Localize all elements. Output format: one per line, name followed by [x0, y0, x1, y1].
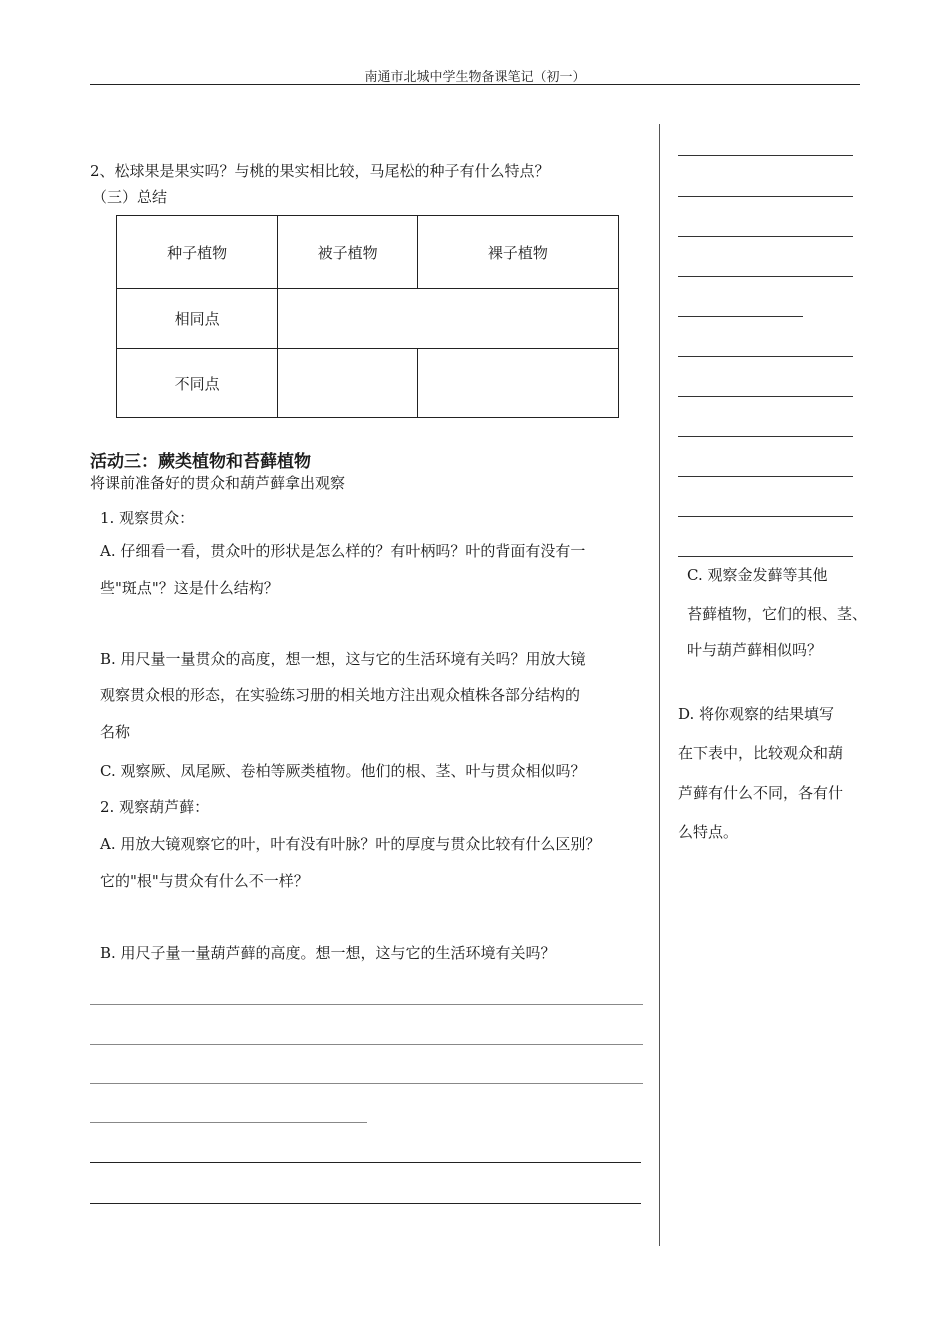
activity-intro: 将课前准备好的贯众和葫芦藓拿出观察 — [90, 474, 346, 492]
side-answer-line[interactable] — [678, 155, 853, 156]
page-header-title: 南通市北城中学生物备课笔记（初一） — [364, 70, 586, 85]
question-2: 2、松球果是果实吗？与桃的果实相比较，马尾松的种子有什么特点？ — [90, 162, 550, 180]
question-1a-line2: 些"斑点"？这是什么结构？ — [100, 579, 279, 597]
column-divider — [659, 124, 660, 1246]
answer-line[interactable] — [90, 1122, 367, 1123]
question-1b-line3: 名称 — [100, 723, 131, 741]
table-row-label: 不同点 — [117, 349, 278, 418]
table-header-cell: 种子植物 — [117, 216, 278, 289]
item-2-heading: 2. 观察葫芦藓： — [100, 798, 210, 816]
side-question-d-line2: 在下表中，比较观众和葫 — [678, 744, 844, 762]
side-answer-line[interactable] — [678, 196, 853, 197]
answer-line[interactable] — [90, 1203, 641, 1204]
table-header-cell: 裸子植物 — [417, 216, 618, 289]
side-answer-line[interactable] — [678, 316, 803, 317]
table-row-label: 相同点 — [117, 289, 278, 349]
table-header-row — [117, 216, 619, 289]
side-answer-line[interactable] — [678, 436, 853, 437]
table-cell[interactable] — [417, 349, 618, 418]
activity-title: 活动三：蕨类植物和苔藓植物 — [90, 452, 311, 472]
side-question-d-line4: 么特点。 — [678, 823, 739, 841]
side-answer-line[interactable] — [678, 396, 853, 397]
question-1b-line1: B. 用尺量一量贯众的高度，想一想，这与它的生活环境有关吗？用放大镜 — [100, 650, 586, 668]
side-answer-line[interactable] — [678, 516, 853, 517]
question-1c: C. 观察厥、凤尾厥、卷柏等厥类植物。他们的根、茎、叶与贯众相似吗？ — [100, 762, 586, 780]
table-row — [117, 289, 619, 349]
table-row — [117, 349, 619, 418]
side-question-c-line2: 苔藓植物，它们的根、茎、 — [687, 605, 868, 623]
question-2b: B. 用尺子量一量葫芦藓的高度。想一想，这与它的生活环境有关吗？ — [100, 944, 556, 962]
summary-table — [116, 215, 619, 418]
question-2a-line2: 它的"根"与贯众有什么不一样？ — [100, 872, 309, 890]
question-2a-line1: A. 用放大镜观察它的叶，叶有没有叶脉？叶的厚度与贯众比较有什么区别？ — [100, 835, 601, 853]
answer-line[interactable] — [90, 1044, 643, 1045]
side-question-c-line1: C. 观察金发藓等其他 — [687, 566, 828, 584]
answer-line[interactable] — [90, 1004, 643, 1005]
question-1b-line2: 观察贯众根的形态，在实验练习册的相关地方注出观众植株各部分结构的 — [100, 686, 581, 704]
answer-line[interactable] — [90, 1083, 643, 1084]
question-1a-line1: A. 仔细看一看，贯众叶的形状是怎么样的？有叶柄吗？叶的背面有没有一 — [100, 542, 586, 560]
side-answer-line[interactable] — [678, 236, 853, 237]
side-question-d-line1: D. 将你观察的结果填写 — [678, 705, 835, 723]
header-divider — [90, 84, 860, 85]
answer-line[interactable] — [90, 1162, 641, 1163]
table-header-cell: 被子植物 — [278, 216, 417, 289]
item-1-heading: 1. 观察贯众： — [100, 509, 195, 527]
side-answer-line[interactable] — [678, 276, 853, 277]
table-cell[interactable] — [278, 289, 619, 349]
side-answer-line[interactable] — [678, 476, 853, 477]
side-answer-line[interactable] — [678, 356, 853, 357]
summary-heading: （三）总结 — [92, 188, 168, 206]
side-question-c-line3: 叶与葫芦藓相似吗？ — [687, 641, 823, 659]
side-question-d-line3: 芦藓有什么不同，各有什 — [678, 784, 844, 802]
table-cell[interactable] — [278, 349, 417, 418]
